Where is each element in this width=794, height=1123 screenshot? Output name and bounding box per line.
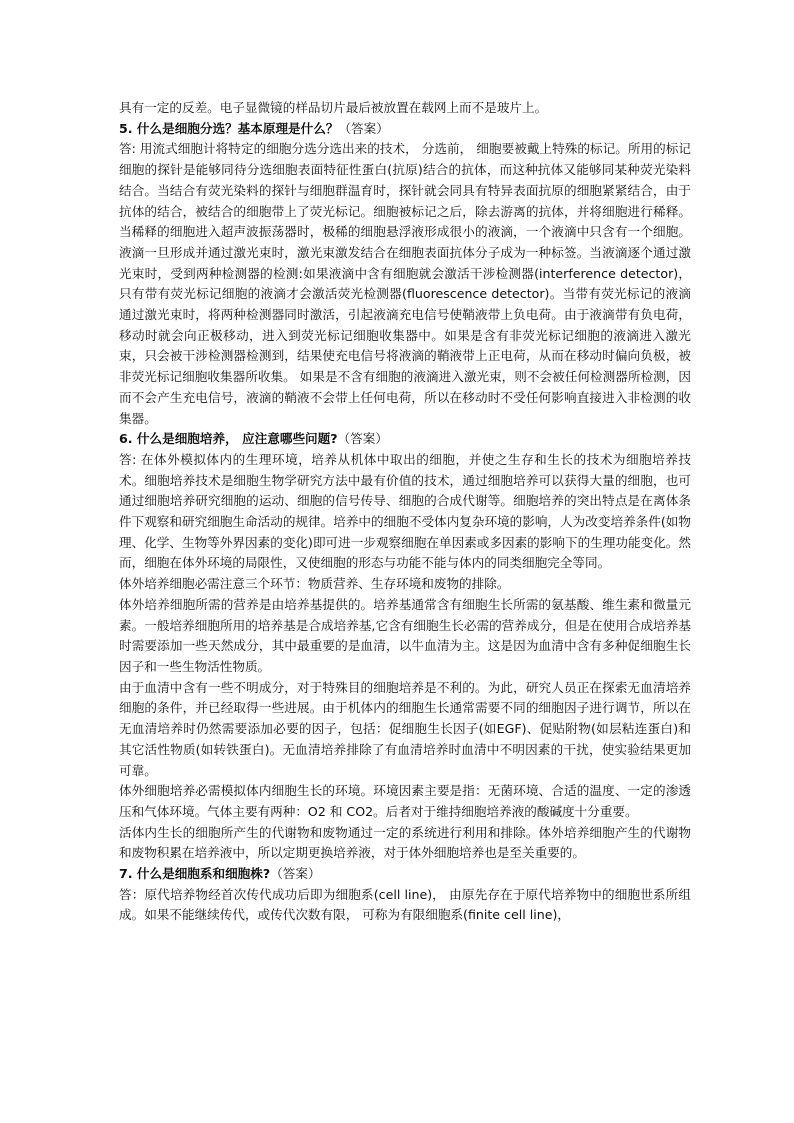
text-paragraph: 由于血清中含有一些不明成分，对于特殊目的细胞培养是不利的。为此，研究人员正在探索无血清培养细胞的条件，并已经取得一些进展。由于机体内的细胞生长通常需要不同的细胞因子进行调节，所以在无血清培养时仍然需要添加必要的因子，包括：促细胞生长因子(如EGF)、促贴附物(如层粘连蛋白)和其它活性物质(如转铁蛋白)。无血清培养排除了有血清培养时血清中不明因素的干扰，使实验结果更加可靠。 xyxy=(119,679,691,778)
text-paragraph: 体外培养细胞必需注意三个环节：物质营养、生存环境和废物的排除。 xyxy=(119,576,510,592)
text-paragraph: 具有一定的反差。电子显微镜的样品切片最后被放置在载网上而不是玻片上。 xyxy=(119,100,548,115)
text-paragraph: 答: 用流式细胞计将特定的细胞分选分选出来的技术， 分选前， 细胞要被戴上特殊的标记。所用的标记细胞的探针是能够同待分选细胞表面特征性蛋白(抗原)结合的抗体，而这种抗体又能够同某种荧光染料结合。当结合有荧光染料的探针与细胞群温育时，探针就会同具有特异表面抗原的细胞紧紧结合，由于抗体的结合，被结合的细胞带上了荧光标记。细胞被标记之后，除去游离的抗体，并将细胞进行稀释。当稀释的细胞进入超声波振荡器时，极稀的细胞悬浮液形成很小的液滴，一个液滴中只含有一个细胞。液滴一旦形成并通过激光束时，激光束激发结合在细胞表面抗体分子成为一种标签。当液滴逐个通过激光束时，受到两种检测器的检测:如果液滴中含有细胞就会激活干涉检测器(interference detector)，只有带有荧光标记细胞的液滴才会激活荧光检测器(fluorescence detector)。当带有荧光标记的液滴通过激光束时，将两种检测器同时激活，引起液滴充电信号使鞘液带上负电荷。由于液滴带有负电荷，移动时就会向正极移动，进入到荧光标记细胞收集器中。如果是含有非荧光标记细胞的液滴进入激光束，只会被干涉检测器检测到，结果使充电信号将液滴的鞘液带上正电荷，从而在移动时偏向负极，被非荧光标记细胞收集器所收集。 如果是不含有细胞的液滴进入激光束，则不会被任何检测器所检测，因而不会产生充电信号，液滴的鞘液不会带上任何电荷，所以在移动时不受任何影响直接进入非检测的收集器。 xyxy=(119,141,691,426)
question-heading xyxy=(119,119,691,140)
text-paragraph: 体外培养细胞所需的营养是由培养基提供的。培养基通常含有细胞生长所需的氨基酸、维生素和微量元素。一般培养细胞所用的培养基是合成培养基,它含有细胞生长必需的营养成分，但是在使用合成培养基时需要添加一些天然成分，其中最重要的是血清，以牛血清为主。这是因为血清中含有多种促细胞生长因子和一些生物活性物质。 xyxy=(119,596,691,674)
question-title: 5. 什么是细胞分选？基本原理是什么？ xyxy=(119,120,339,136)
text-paragraph: 答: 在体外模拟体内的生理环境，培养从机体中取出的细胞，并使之生存和生长的技术为细胞培养技术。细胞培养技术是细胞生物学研究方法中最有价值的技术，通过细胞培养可以获得大量的细胞，也可通过细胞培养研究细胞的运动、细胞的信号传导、细胞的合成代谢等。细胞培养的突出特点是在离体条件下观察和研究细胞生命活动的规律。培养中的细胞不受体内复杂环境的影响，人为改变培养条件(如物理、化学、生物等外界因素的变化)即可进一步观察细胞在单因素或多因素的影响下的生理功能变化。然而，细胞在体外环境的局限性，又使细胞的形态与功能不能与体内的同类细胞完全等同。 xyxy=(119,451,691,571)
question-heading xyxy=(119,864,691,885)
answer-link[interactable]: （答案） xyxy=(338,120,389,136)
question-title: 7. 什么是细胞系和细胞株? xyxy=(119,866,271,882)
text-paragraph: 答：原代培养物经首次传代成功后即为细胞系(cell line)， 由原先存在于原代培养物中的细胞世系所组成。如果不能继续传代，或传代次数有限， 可称为有限细胞系(finite cell line)， xyxy=(119,886,691,923)
question-heading xyxy=(119,429,691,450)
text-paragraph: 体外细胞培养必需模拟体内细胞生长的环境。环境因素主要是指：无菌环境、合适的温度、一定的渗透压和气体环境。气体主要有两种：O2 和 CO2。后者对于维持细胞培养液的酸碱度十分重要。 xyxy=(119,783,691,819)
text-paragraph: 活体内生长的细胞所产生的代谢物和废物通过一定的系统进行利用和排除。体外培养细胞产生的代谢物和废物积累在培养液中，所以定期更换培养液，对于体外细胞培养也是至关重要的。 xyxy=(119,824,691,861)
answer-link[interactable]: （答案） xyxy=(270,866,321,882)
document-page xyxy=(119,98,691,926)
question-title: 6. 什么是细胞培养， 应注意哪些问题? xyxy=(119,431,338,447)
answer-link[interactable]: （答案） xyxy=(337,431,388,447)
